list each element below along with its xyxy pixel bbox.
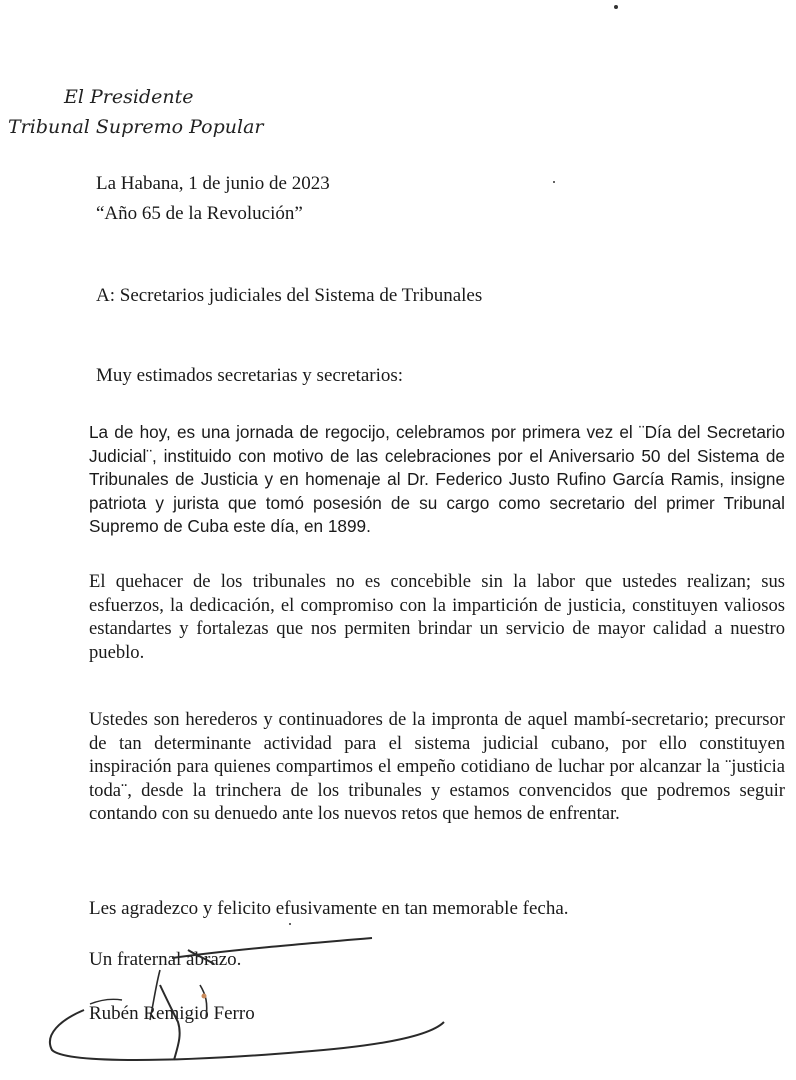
year-motto: “Año 65 de la Revolución” — [96, 203, 303, 224]
letterhead-title: El Presidente — [64, 86, 194, 108]
recipient: A: Secretarios judiciales del Sistema de Tribunales — [96, 285, 483, 306]
paragraph-3: Ustedes son herederos y continuadores de la impronta de aquel mambí-secretario; precursor de tan determinante actividad para el sistema judicial cubano, por ello constituyen inspiración para quienes compartimos el empeño cotidiano de luchar por alcanzar la ¨justicia toda¨, desde la trinchera de los tribunales y estamos convencidos que podremos seguir contando con su denuedo ante los nuevos retos que hemos de enfrentar. — [89, 709, 785, 825]
scan-speck — [614, 5, 618, 9]
scan-speck — [553, 181, 555, 183]
paragraph-1: La de hoy, es una jornada de regocijo, celebramos por primera vez el ¨Día del Secretario Judicial¨, instituido con motivo de las celebraciones por el Aniversario 50 del Sistema de Tribunales de Justicia y en homenaje al Dr. Federico Justo Rufino García Ramis, insigne patriota y jurista que tomó posesión de su cargo como secretario del primer Tribunal Supremo de Cuba este día, en 1899. — [89, 422, 785, 537]
paragraph-2: El quehacer de los tribunales no es concebible sin la labor que ustedes realizan; sus esfuerzos, la dedicación, el compromiso con la impartición de justicia, constituyen valiosos estandartes y fortalezas que nos permiten brindar un servicio de mayor calidad a nuestro pueblo. — [89, 571, 785, 663]
letterhead-institution: Tribunal Supremo Popular — [8, 116, 264, 138]
closing: Un fraternal abrazo. — [89, 949, 242, 970]
scan-speck — [289, 923, 291, 925]
place-date: La Habana, 1 de junio de 2023 — [96, 173, 330, 194]
signatory-name: Rubén Remigio Ferro — [89, 1003, 255, 1024]
closing-thanks: Les agradezco y felicito efusivamente en tan memorable fecha. — [89, 898, 569, 919]
salutation: Muy estimados secretarias y secretarios: — [96, 365, 404, 386]
